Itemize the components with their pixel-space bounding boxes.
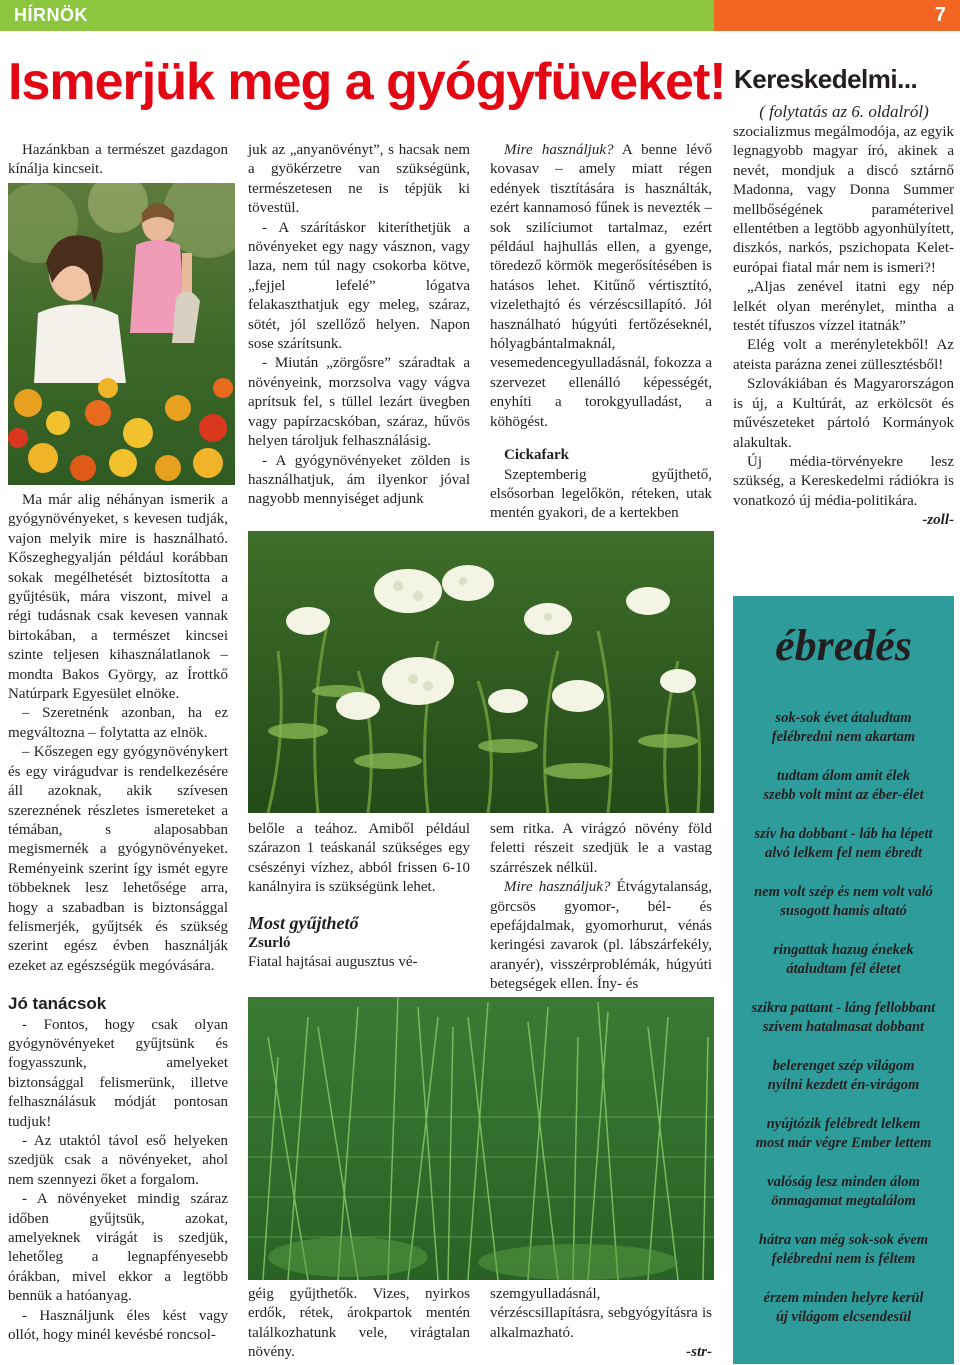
- paragraph: géig gyűjthetők. Vizes, nyirkos erdők, rétek, árokpartok mentén találkozhatunk vele, virágtalan növény.: [248, 1286, 470, 1361]
- tip-item: - Használjunk éles kést vagy ollót, hogy minél kevésbé roncsol-: [8, 1307, 228, 1344]
- paragraph: Ma már alig néhányan ismerik a gyógynövényeket, s kevesen tudják, vajon melyik mire is használható. Kőszeghegyalján például korábban sokak megélhetését biztosította a gyűjtésük, mára viszont, mivel a régi tudásnak csak kevesen vannak birtokában, a természet kincsei szinte teljesen kihasználatlanok – mondta Bakos György, az Írottkő Natúrpark Egyesület elnöke.: [8, 492, 228, 703]
- tip-item: - Fontos, hogy csak olyan gyógynövényeket gyűjtsünk és fogyasszunk, amelyeket biztonsággal felismerünk, illetve felhasználásuk módját pontosan tudjuk!: [8, 1016, 228, 1130]
- poem-line: tudtam álom amit élek: [776, 768, 911, 784]
- paragraph: Fiatal hajtásai augusztus vé-: [248, 954, 418, 971]
- poem-content: [733, 0, 954, 1365]
- poem-stanza: [733, 1173, 954, 1211]
- use-label: Mire használjuk?: [504, 879, 611, 896]
- column-2-top: [248, 141, 470, 510]
- poem-line: érzem minden helyre kerül: [763, 1290, 924, 1306]
- photo-horsetail-plants: [248, 997, 714, 1280]
- paragraph: Mire használjuk? A benne lévő kovasav – amely miatt régen edények tisztítására is használták, ezért kannamosó fűnek is nevezték – sok szilíciumot tartalmaz, ezért például hajhullás ellen, a gyenge, töredező körmök megerősítésében is hatásos lehet. Kitűnő vértisztító, vizelethajtó és vérzéscsillapító. Jól használható húgyúti fertőzéseknél, hólyagbántalmaknál, vesemedencegyulladásnál, fokozza a szervezet ellenálló képességét, enyhíti a torokgyulladást, a köhögést.: [490, 142, 712, 430]
- paragraph: - Miután „zörgősre” száradtak a növényeink, morzsolva vagy vágva aprítsuk fel, s tüllel lezárt üvegben vagy papírzacskóban, száraz, hűvös helyen tároljuk felhasználásig.: [248, 355, 470, 450]
- paragraph: sem ritka. A virágzó növény föld feletti részeit szedjük le a vastag szárrészek nélkül.: [490, 821, 712, 876]
- plant-name-yarrow: Cickafark: [504, 447, 569, 464]
- poem-line: szikra pattant - láng fellobbant: [751, 1000, 936, 1016]
- poem-line: hátra van még sok-sok évem: [758, 1232, 929, 1248]
- column-3-top: [490, 141, 712, 524]
- intro-paragraph: Hazánkban a természet gazdagon kínálja kincseit.: [8, 142, 228, 178]
- paragraph: - A szárításkor kiteríthetjük a növényeket egy nagy vásznon, vagy laza, nem túl nagy csokorba kötve, „fejjel lefelé” lógatva felakaszthatjuk egy meleg, száraz, sötét, jól szellőző helyen. Napon sose szárítsunk.: [248, 219, 470, 353]
- paragraph: Szlovákiában és Magyarországon is új, a Kultúrát, az erkölcsöt és művészeteket pártoló Kormányok alakultak.: [733, 376, 954, 451]
- poem-line: sok-sok évet átaludtam: [775, 710, 912, 726]
- poem-line: szívem hatalmasat dobbant: [762, 1019, 925, 1035]
- tips-heading: Jó tanácsok: [8, 994, 107, 1014]
- tip-item: - A növényeket mindig száraz időben gyűjtsük, azokat, amelyeknek virágát is szedjük, lehetőleg a legnapfényesebb órákban, mivel ekkor a legtöbb bennük a hatóanyag.: [8, 1191, 228, 1305]
- poem-line: nyílni kezdett én-virágom: [767, 1077, 920, 1093]
- column-3-bottom: [490, 1285, 712, 1363]
- poem-line: nyújtózik felébredt lelkem: [766, 1116, 921, 1132]
- poem-stanza: [733, 941, 954, 979]
- poem-stanza: [733, 709, 954, 747]
- article-headline: Ismerjük meg a gyógyfüveket!: [8, 53, 726, 111]
- plant-name-horsetail: Zsurló: [248, 934, 291, 951]
- poem-line: szív ha dobbant - láb ha lépett: [754, 826, 933, 842]
- poem-line: felébredni nem is féltem: [771, 1251, 916, 1267]
- photo-yarrow-plants: [248, 531, 714, 813]
- poem-stanza: [733, 825, 954, 863]
- paragraph: Új média-törvényekre lesz szükség, a Kereskedelmi rádiókra is vonatkozó új média-politikára.: [733, 453, 954, 509]
- sidebar-continuation-note: ( folytatás az 6. oldalról): [759, 102, 929, 121]
- tip-item: - Az utaktól távol eső helyeken szedjük csak a növényeket, ahol nem szennyezi őket a forgalom.: [8, 1133, 228, 1188]
- poem-line: önmagamat megtalálom: [771, 1193, 916, 1209]
- paragraph: Szeptemberig gyűjthető, elsősorban legelőkön, réteken, utak mentén gyakori, de a kertekben: [490, 466, 712, 522]
- section-name: HÍRNÖK: [14, 5, 88, 25]
- column-2-bottom: [248, 1285, 470, 1363]
- paragraph: Elég volt a merényletekből! Az ateista parázna zenei züllesztésből!: [733, 337, 954, 373]
- quote: „Aljas zenével itatni egy nép lelkét olyan merénylet, mintha a testét tífuszos vízzel itatnák”: [733, 279, 954, 335]
- sidebar-title: Kereskedelmi...: [734, 64, 918, 94]
- photo-mother-daughter-garden: [8, 183, 235, 485]
- poem-line: susogott hamis altató: [780, 903, 907, 919]
- use-label: Mire használjuk?: [504, 142, 614, 158]
- poem-line: felébredni nem akartam: [771, 729, 916, 745]
- poem-line: valóság lesz minden álom: [767, 1174, 920, 1190]
- poem-stanza: [733, 1289, 954, 1327]
- poem-stanza: [733, 1057, 954, 1095]
- now-collectable-heading: Most gyűjthető: [248, 912, 359, 933]
- poem-line: új világom elcsendesül: [775, 1309, 912, 1325]
- poem-title: ébredés: [775, 621, 912, 670]
- poem-stanza: [733, 1231, 954, 1269]
- poem-line: alvó lelkem fel nem ébredt: [764, 845, 923, 861]
- paragraph: – Kőszegen egy gyógynövénykert és egy virágudvar is rendelkezésére áll azoknak, akik szívesen szereznének részletes ismereteket a témában, s alaposabban megismernék a gyógynövényeket. Reményeink szerint így ismét egyre többeknek lesz lehetősége arra, hogy a szabadban is biztonsággal felismerjék, gyűjtsék és szükség szerint egész évben használják ezeket az egészségük megóvására.: [8, 744, 228, 974]
- paragraph: juk az „anyanövényt”, s hacsak nem a gyökérzetre van szükségünk, természetesen ne is tépjük ki tövestül.: [248, 142, 470, 217]
- poem-line: most már végre Ember lettem: [755, 1135, 932, 1151]
- paragraph: belőle a teához. Amiből például szárazon 1 teáskanál szükséges egy csészényi vízhez, abból frissen 6-10 kanálnyira is szükségünk lehet.: [248, 821, 470, 896]
- column-2-mid: [248, 820, 470, 972]
- column-1-body: [8, 491, 228, 1345]
- column-3-mid: [490, 820, 712, 995]
- paragraph: - A gyógynövényeket zölden is használhatjuk, ám ilyenkor jóval nagyobb mennyiséget adjunk: [248, 452, 470, 508]
- poem-stanza: [733, 1115, 954, 1153]
- header-bar-section: [0, 0, 714, 31]
- author-signature: -str-: [686, 1344, 712, 1361]
- poem-line: nem volt szép és nem volt való: [754, 884, 933, 900]
- column-1-intro: [8, 141, 228, 180]
- poem-stanza: [733, 883, 954, 921]
- paragraph: – Szeretnénk azonban, ha ez megváltozna – folytatta az elnök.: [8, 705, 228, 741]
- poem-line: ringattak hazug énekek: [773, 942, 914, 958]
- poem-line: szebb volt mint az éber-élet: [763, 787, 924, 803]
- poem-line: átaludtam fél életet: [786, 961, 901, 977]
- paragraph: szocializmus megálmodója, az egyik legnagyobb magyar író, akinek a nevét, mondjuk a discó sztárnő Madonna, vagy Donna Summer mellbőségének paraméterivel ellentétben a legtöbb agyonhülyített, diszkós, narkós, pszichopata Kelet-európai fiatal már nem is ismeri?!: [733, 124, 954, 276]
- poem-stanza: [733, 767, 954, 805]
- page-number: 7: [934, 4, 946, 26]
- paragraph: Mire használjuk? Étvágytalanság, görcsös gyomor-, bél- és epefájdalmak, gyomorhurut, vénás keringési zavarok (pl. lábszárfekély, aranyér), visszérproblémák, húgyúti betegségek ellen. Íny- és: [490, 879, 712, 993]
- poem-stanza: [733, 999, 954, 1037]
- poem-line: belerenget szép világom: [772, 1058, 915, 1074]
- paragraph: szemgyulladásnál, vérzéscsillapításra, sebgyógyításra is alkalmazható.: [490, 1286, 712, 1341]
- sidebar-signature: -zoll-: [922, 512, 954, 529]
